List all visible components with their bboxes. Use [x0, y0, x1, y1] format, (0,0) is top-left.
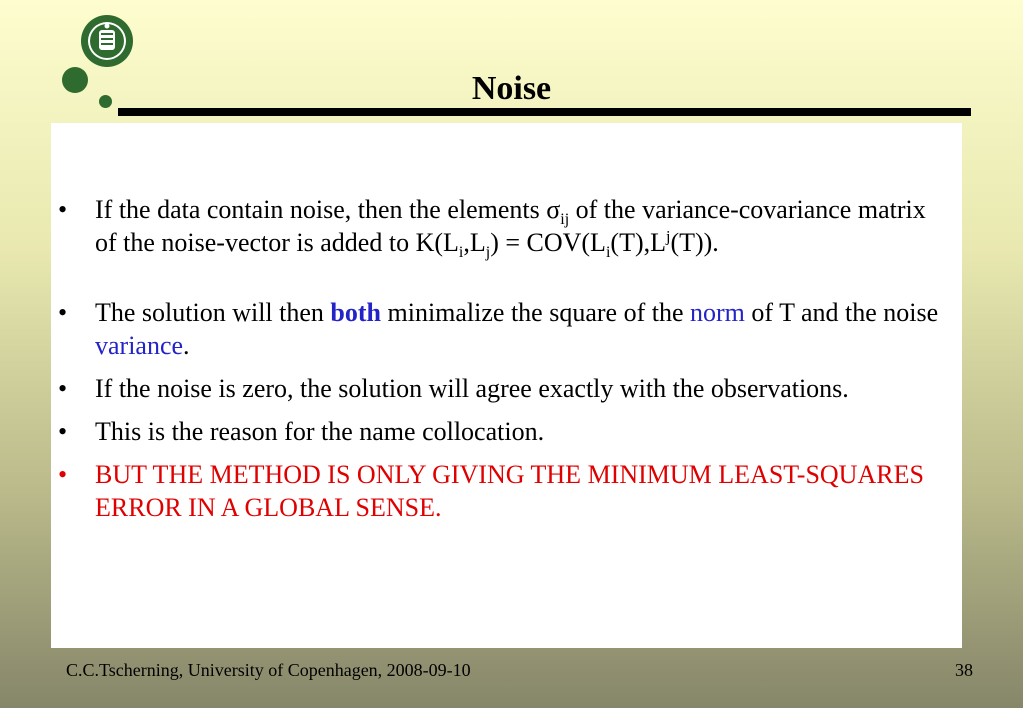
- bullet-noise-elements: • If the data contain noise, then the elements $\sigma_{ij}$ of the variance-covariance matrix of the noise-vector is added to $K(L_i,L_j) = COV(L_i(T),L^j(T))$.: [58, 193, 948, 259]
- slide-title: Noise: [471, 70, 552, 107]
- title-rule: [118, 108, 971, 116]
- university-seal-icon: [80, 14, 134, 68]
- bullet-noise-zero: • If the noise is zero, the solution will agree exactly with the observations.: [58, 372, 948, 405]
- bullet-list: [58, 193, 948, 534]
- footer-author-date: C.C.Tscherning, University of Copenhagen, 2008-09-10: [66, 660, 471, 680]
- page-number: 38: [955, 660, 973, 680]
- bullet-global-sense-warning: • BUT THE METHOD IS ONLY GIVING THE MINIMUM LEAST-SQUARES ERROR IN A GLOBAL SENSE.: [58, 458, 948, 524]
- highlight-both: both: [330, 298, 381, 327]
- bullet-name-collocation: • This is the reason for the name collocation.: [58, 415, 948, 448]
- highlight-norm: norm: [690, 298, 745, 327]
- bullet-solution-minimalize: • The solution will then both minimalize the square of the norm of T and the noise variance.: [58, 296, 948, 362]
- highlight-variance: variance: [95, 331, 184, 360]
